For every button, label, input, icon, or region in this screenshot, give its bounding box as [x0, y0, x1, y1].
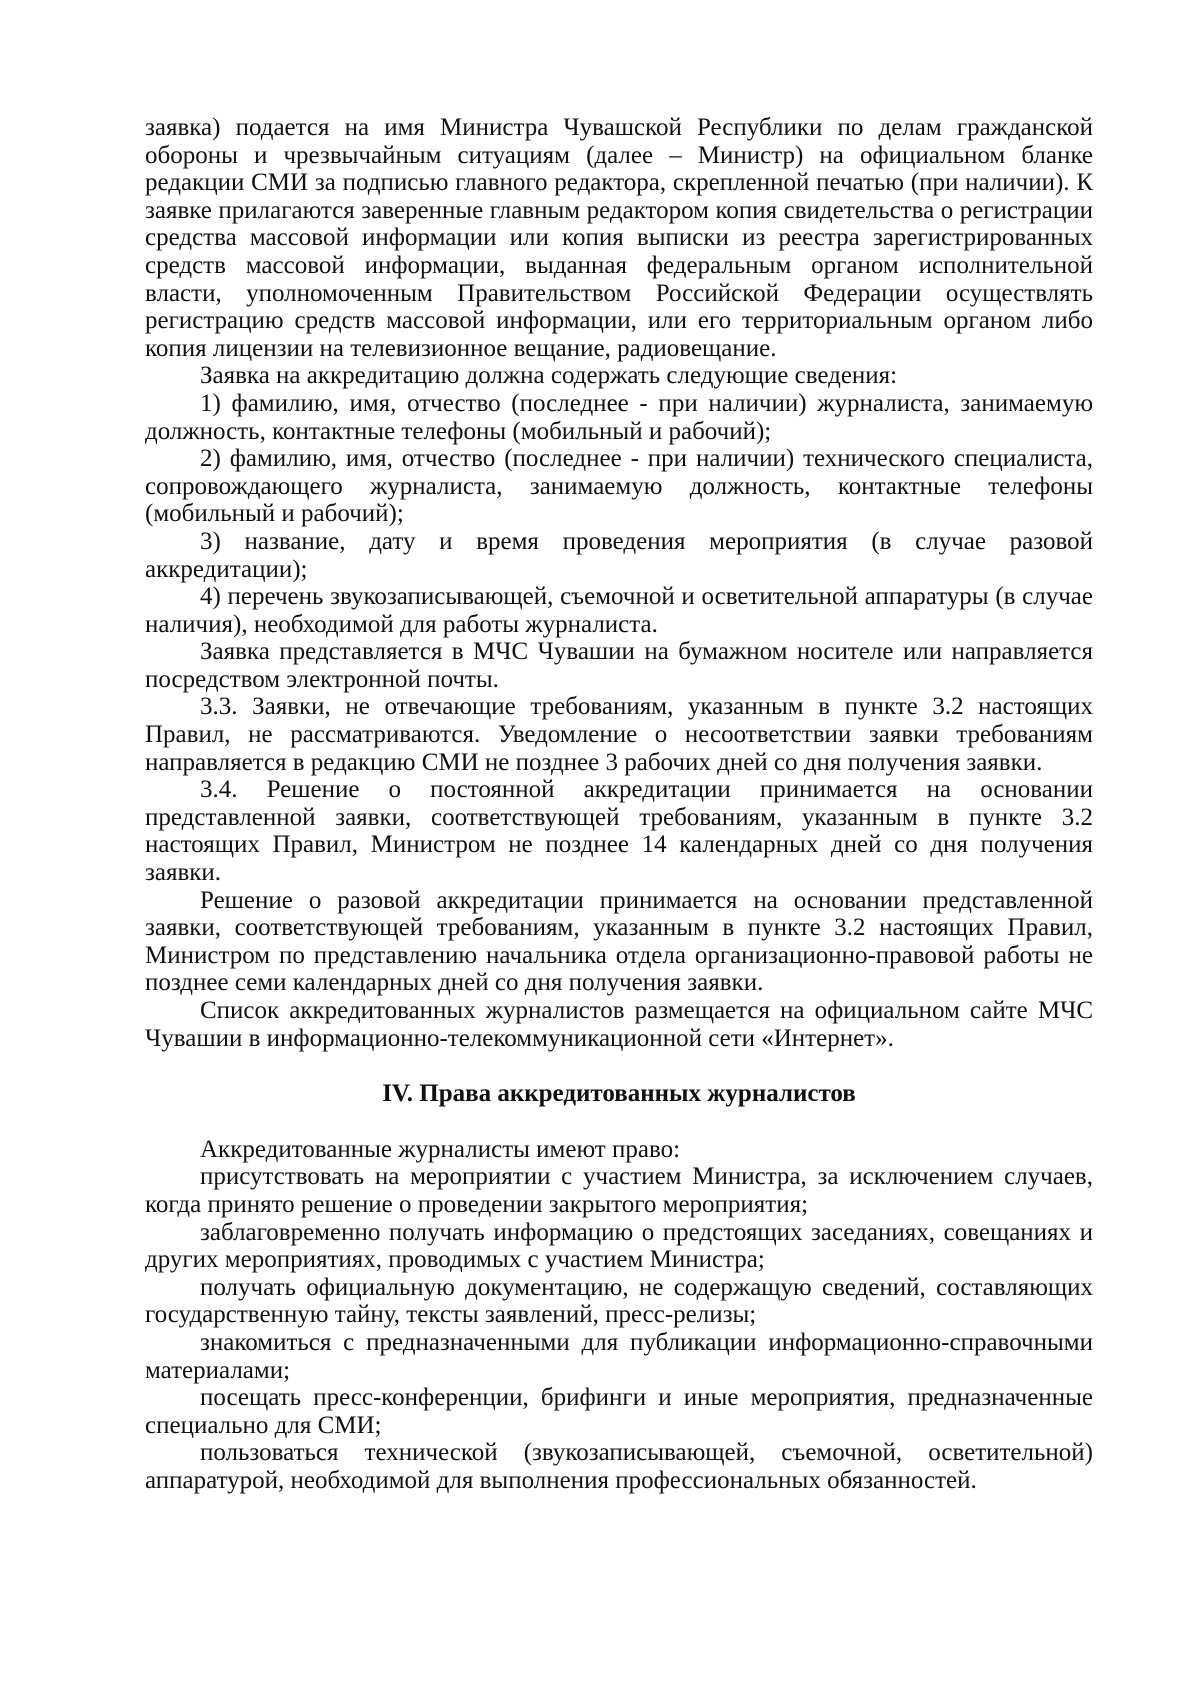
section-title: IV. Права аккредитованных журналистов: [382, 1080, 856, 1108]
rights-item: получать официальную документацию, не содержащую сведений, составляющих государственную тайну, тексты заявлений, пресс-релизы;: [145, 1273, 1093, 1329]
rights-item: заблаговременно получать информацию о предстоящих заседаниях, совещаниях и других мероприятиях, проводимых с участием Министра;: [145, 1218, 1093, 1274]
list-published-paragraph: Список аккредитованных журналистов размещается на официальном сайте МЧС Чувашии в информационно-телекоммуникационной сети «Интернет».: [145, 997, 1093, 1052]
one-time-accreditation-paragraph: Решение о разовой аккредитации принимается на основании представленной заявки, соответствующей требованиям, указанным в пункте 3.2 настоящих Правил, Министром по представлению начальника отдела организационно-правовой работы не позднее семи календарных дней со дня получения заявки.: [145, 886, 1093, 997]
requirement-item: 2) фамилию, имя, отчество (последнее - при наличии) технического специалиста, сопровождающего журналиста, занимаемую должность, контактные телефоны (мобильный и рабочий);: [145, 445, 1093, 528]
requirement-item: 3) название, дату и время проведения мероприятия (в случае разовой аккредитации);: [145, 527, 1093, 583]
submission-paragraph: Заявка представляется в МЧС Чувашии на бумажном носителе или направляется посредством электронной почты.: [145, 638, 1093, 693]
intro-paragraph: заявка) подается на имя Министра Чувашской Республики по делам гражданской обороны и чрезвычайным ситуациям (далее – Министр) на официальном бланке редакции СМИ за подписью главного редактора, скрепленной печатью (при наличии). К заявке прилагаются заверенные главным редактором копия свидетельства о регистрации средства массовой информации или копия выписки из реестра зарегистрированных средств массовой информации, выданная федеральным органом исполнительной власти, уполномоченным Правительством Российской Федерации осуществлять регистрацию средств массовой информации, или его территориальным органом либо копия лицензии на телевизионное вещание, радиовещание.: [145, 114, 1093, 362]
rights-item: пользоваться технической (звукозаписывающей, съемочной, осветительной) аппаратурой, необходимой для выполнения профессиональных обязанностей.: [145, 1439, 1093, 1494]
requirements-intro: Заявка на аккредитацию должна содержать следующие сведения:: [200, 362, 898, 390]
requirement-item: 4) перечень звукозаписывающей, съемочной и осветительной аппаратуры (в случае наличия), необходимой для работы журналиста.: [145, 583, 1093, 638]
document-body: [145, 114, 1093, 1495]
rights-item: посещать пресс-конференции, брифинги и иные мероприятия, предназначенные специально для СМИ;: [145, 1384, 1093, 1439]
requirement-item: 1) фамилию, имя, отчество (последнее - при наличии) журналиста, занимаемую должность, контактные телефоны (мобильный и рабочий);: [145, 389, 1093, 445]
rights-item: присутствовать на мероприятии с участием Министра, за исключением случаев, когда принято решение о проведении закрытого мероприятия;: [145, 1163, 1093, 1218]
clause-3-4: 3.4. Решение о постоянной аккредитации принимается на основании представленной заявки, соответствующей требованиям, указанным в пункте 3.2 настоящих Правил, Министром не позднее 14 календарных дней со дня получения заявки.: [145, 776, 1093, 887]
clause-3-3: 3.3. Заявки, не отвечающие требованиям, указанным в пункте 3.2 настоящих Правил, не рассматриваются. Уведомление о несоответствии заявки требованиям направляется в редакцию СМИ не позднее 3 рабочих дней со дня получения заявки.: [145, 693, 1093, 776]
rights-intro: Аккредитованные журналисты имеют право:: [200, 1135, 681, 1163]
rights-item: знакомиться с предназначенными для публикации информационно-справочными материалами;: [145, 1328, 1093, 1384]
